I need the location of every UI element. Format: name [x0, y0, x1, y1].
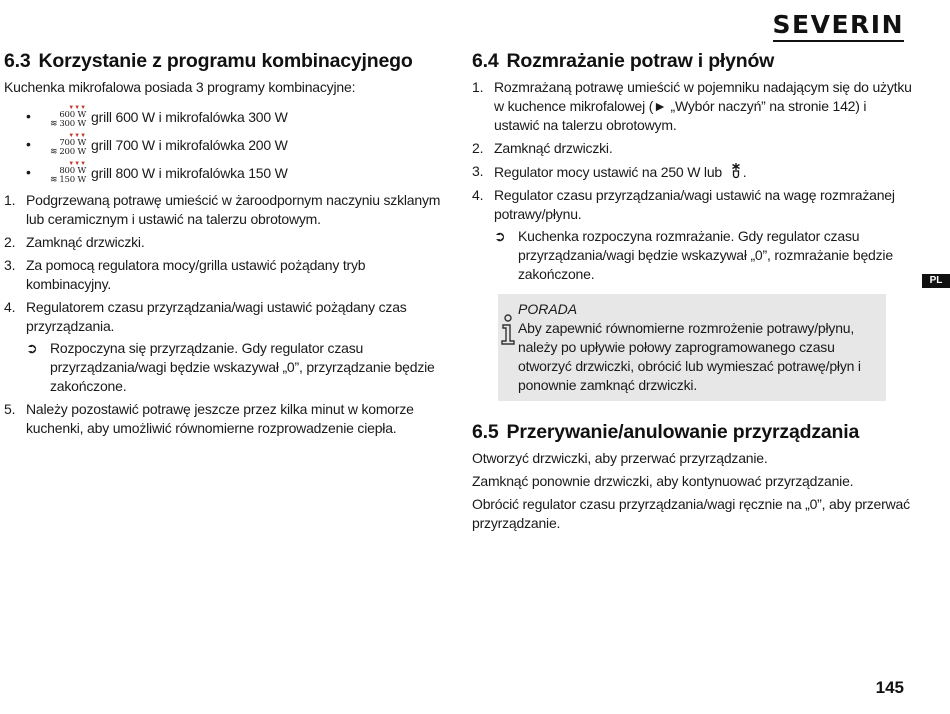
- step-number: 4.: [4, 299, 16, 315]
- section-heading: [472, 48, 912, 74]
- step-number: 2.: [4, 234, 16, 250]
- section-combination-program: [4, 48, 444, 438]
- step-text: Za pomocą regulatora mocy/grilla ustawić pożądany tryb kombinacyjny.: [26, 257, 366, 292]
- microwave-power: 150 W: [59, 174, 87, 185]
- tip-heading: PORADA: [518, 301, 578, 317]
- microwave-power: 200 W: [59, 146, 87, 157]
- microwave-icon: ≋: [50, 118, 58, 129]
- program-text: grill 700 W i mikrofalówka 200 W: [91, 136, 288, 153]
- info-icon: [498, 314, 518, 346]
- tip-text: Aby zapewnić równomierne rozmrożenie potrawy/płynu, należy po upływie połowy zaprogramowanego czasu otworzyć drzwiczki, obrócić lub wymieszać potrawę/płyn i ponownie zamknąć drzwiczki.: [518, 320, 861, 393]
- section-title: Rozmrażanie potraw i płynów: [506, 50, 775, 72]
- step-number: 2.: [472, 140, 484, 156]
- step-number: 4.: [472, 187, 484, 203]
- combo-program-icon: [50, 134, 86, 157]
- section-number: 6.3: [4, 50, 31, 72]
- step-text: Podgrzewaną potrawę umieścić w żaroodpornym naczyniu szklanym lub ceramicznym i ustawić na talerzu obrotowym.: [26, 192, 441, 227]
- microwave-icon: ≋: [50, 146, 58, 157]
- step-item: [472, 139, 912, 158]
- combo-program-icon: [50, 162, 86, 185]
- list-item: [4, 159, 444, 187]
- page-number: 145: [875, 678, 904, 697]
- grill-icon: • ▼▼▼: [68, 160, 87, 167]
- arrow-right-icon: ➲: [494, 228, 506, 244]
- defrost-icon: [729, 162, 743, 180]
- step-item: [4, 191, 444, 229]
- language-tab: PL: [922, 274, 950, 288]
- steps-list: [4, 191, 444, 438]
- arrow-right-icon: ➲: [26, 340, 38, 356]
- step-number: 1.: [472, 79, 484, 95]
- step-item: [4, 233, 444, 252]
- section-body: [472, 449, 912, 533]
- grill-power: 600 W: [59, 109, 87, 120]
- step-number: 3.: [4, 257, 16, 273]
- step-text: Należy pozostawić potrawę jeszcze przez kilka minut w komorze kuchenki, aby umożliwić równomierne rozprowadzenie ciepła.: [26, 401, 414, 436]
- grill-power: 800 W: [59, 165, 87, 176]
- step-number: 3.: [472, 163, 484, 179]
- paragraph: Otworzyć drzwiczki, aby przerwać przyrządzanie.: [472, 450, 768, 466]
- result-note: [26, 339, 444, 396]
- intro-text: Kuchenka mikrofalowa posiada 3 programy kombinacyjne:: [4, 79, 356, 95]
- microwave-power: 300 W: [59, 118, 87, 129]
- step-text: Regulatorem czasu przyrządzania/wagi ustawić pożądany czas przyrządzania.: [26, 299, 407, 334]
- step-item: [472, 78, 912, 135]
- program-text: grill 800 W i mikrofalówka 150 W: [91, 164, 288, 181]
- steps-list: [472, 78, 912, 284]
- step-number: 5.: [4, 401, 16, 417]
- section-heading: [4, 48, 444, 74]
- result-text: Rozpoczyna się przyrządzanie. Gdy regulator czasu przyrządzania/wagi będzie wskazywał „0”, przyrządzanie będzie zakończone.: [50, 340, 435, 394]
- tip-box: [498, 294, 886, 401]
- program-list: [4, 103, 444, 187]
- step-number: 1.: [4, 192, 16, 208]
- section-title: Przerywanie/anulowanie przyrządzania: [506, 421, 860, 443]
- section-number: 6.4: [472, 50, 499, 72]
- list-item: [4, 103, 444, 131]
- step-text: Zamknąć drzwiczki.: [494, 140, 613, 156]
- step-text: Regulator mocy ustawić na 250 W lub: [494, 164, 722, 180]
- section-title: Korzystanie z programu kombinacyjnego: [38, 50, 413, 72]
- grill-icon: • ▼▼▼: [68, 104, 87, 111]
- step-item: [4, 256, 444, 294]
- grill-icon: • ▼▼▼: [68, 132, 87, 139]
- step-item: [472, 186, 912, 284]
- program-text: grill 600 W i mikrofalówka 300 W: [91, 108, 288, 125]
- paragraph: Obrócić regulator czasu przyrządzania/wagi ręcznie na „0”, aby przerwać przyrządzanie.: [472, 496, 910, 531]
- section-heading: [472, 419, 912, 445]
- result-note: [494, 227, 912, 284]
- step-text: Rozmrażaną potrawę umieścić w pojemniku nadającym się do użytku w kuchence mikrofalowej (► „Wybór naczyń” na stronie 142) i ustawić na talerzu obrotowym.: [494, 79, 912, 133]
- section-defrosting: [472, 48, 912, 533]
- step-text: Zamknąć drzwiczki.: [26, 234, 145, 250]
- step-item: [4, 298, 444, 396]
- microwave-icon: ≋: [50, 174, 58, 185]
- brand-logo: SEVERIN: [773, 12, 904, 42]
- grill-power: 700 W: [59, 137, 87, 148]
- step-text-end: .: [742, 164, 747, 180]
- step-item: [472, 162, 912, 182]
- step-text: Regulator czasu przyrządzania/wagi ustawić na wagę rozmrażanej potrawy/płynu.: [494, 187, 895, 222]
- section-number: 6.5: [472, 421, 499, 443]
- paragraph: Zamknąć ponownie drzwiczki, aby kontynuować przyrządzanie.: [472, 473, 854, 489]
- combo-program-icon: [50, 106, 86, 129]
- result-text: Kuchenka rozpoczyna rozmrażanie. Gdy regulator czasu przyrządzania/wagi będzie wskazywał „0”, rozmrażanie będzie zakończone.: [518, 228, 893, 282]
- list-item: [4, 131, 444, 159]
- step-item: [4, 400, 444, 438]
